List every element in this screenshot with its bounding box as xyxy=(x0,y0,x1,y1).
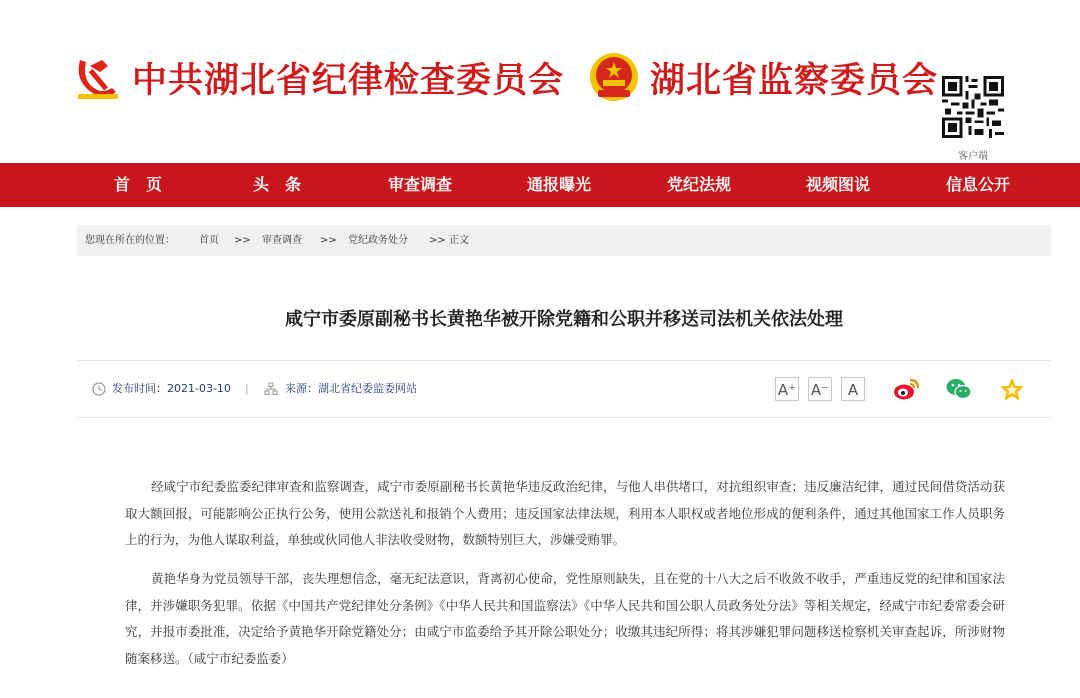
sitemap-icon xyxy=(264,382,278,396)
clock-icon xyxy=(92,382,106,396)
breadcrumb-item-home[interactable]: 首页 xyxy=(199,235,219,246)
breadcrumb-separator: >> xyxy=(320,235,337,246)
breadcrumb-item-investigation[interactable]: 审查调查 xyxy=(262,235,302,246)
nav-video[interactable]: 视频图说 xyxy=(806,175,871,194)
qr-code-icon[interactable] xyxy=(942,76,1004,138)
article-source: 来源：湖北省纪委监委网站 xyxy=(285,382,417,395)
breadcrumb-prefix: 您现在所在的位置： xyxy=(85,235,175,246)
national-emblem-icon xyxy=(588,50,640,104)
breadcrumb-separator: >> xyxy=(429,235,446,246)
breadcrumb xyxy=(77,225,1051,256)
breadcrumb-separator: >> xyxy=(234,235,251,246)
divider xyxy=(77,417,1051,418)
nav-headlines[interactable]: 头 条 xyxy=(253,175,302,194)
site-header xyxy=(0,0,1080,163)
breadcrumb-item-discipline[interactable]: 党纪政务处分 xyxy=(348,235,408,246)
nav-disclosure[interactable]: 信息公开 xyxy=(946,175,1011,194)
font-increase-button[interactable]: A⁺ xyxy=(775,377,799,401)
favorite-star-icon[interactable] xyxy=(998,376,1026,402)
article-paragraph: 经咸宁市纪委监委纪律审查和监察调查，咸宁市委原副秘书长黄艳华违反政治纪律，与他人串供堵口，对抗组织审查；违反廉洁纪律，通过民间借贷活动获取大额回报，可能影响公正执行公务，使用公款送礼和报销个人费用；违反国家法律法规，利用本人职权或者地位形成的便利条件，通过其他国家工作人员职务上的行为，为他人谋取利益，单独或伙同他人非法收受财物，数额特别巨大，涉嫌受贿罪。 xyxy=(125,479,1005,547)
party-emblem-icon xyxy=(72,52,122,102)
font-decrease-button[interactable]: A⁻ xyxy=(808,377,832,401)
nav-home[interactable]: 首 页 xyxy=(114,175,163,194)
nav-exposure[interactable]: 通报曝光 xyxy=(527,175,592,194)
org-title-ccdi: 中共湖北省纪律检查委员会 xyxy=(132,61,565,101)
breadcrumb-item-current: 正文 xyxy=(449,235,469,246)
font-reset-button[interactable]: A xyxy=(841,377,865,401)
article-title: 咸宁市委原副秘书长黄艳华被开除党籍和公职并移送司法机关依法处理 xyxy=(285,309,843,330)
main-nav xyxy=(0,163,1080,207)
publish-date: 发布时间：2021-03-10 xyxy=(112,382,231,395)
wechat-icon[interactable] xyxy=(945,376,973,402)
meta-divider: | xyxy=(245,382,249,395)
article-paragraph: 黄艳华身为党员领导干部，丧失理想信念，毫无纪法意识，背离初心使命，党性原则缺失，且在党的十八大之后不收敛不收手，严重违反党的纪律和国家法律，并涉嫌职务犯罪。依据《中国共产党纪律处分条例》《中华人民共和国监察法》《中华人民共和国公职人员政务处分法》等相关规定，经咸宁市纪委常委会研究，并报市委批准，决定给予黄艳华开除党籍处分；由咸宁市监委给予其开除公职处分；收缴其违纪所得；将其涉嫌犯罪问题移送检察机关审查起诉，所涉财物随案移送。（咸宁市纪委监委） xyxy=(125,571,1005,666)
nav-investigation[interactable]: 审查调查 xyxy=(388,175,453,194)
divider xyxy=(77,360,1051,361)
weibo-icon[interactable] xyxy=(892,376,920,402)
qr-label: 客户端 xyxy=(958,151,988,162)
nav-regulations[interactable]: 党纪法规 xyxy=(667,175,732,194)
org-title-supervision: 湖北省监察委员会 xyxy=(650,61,939,101)
